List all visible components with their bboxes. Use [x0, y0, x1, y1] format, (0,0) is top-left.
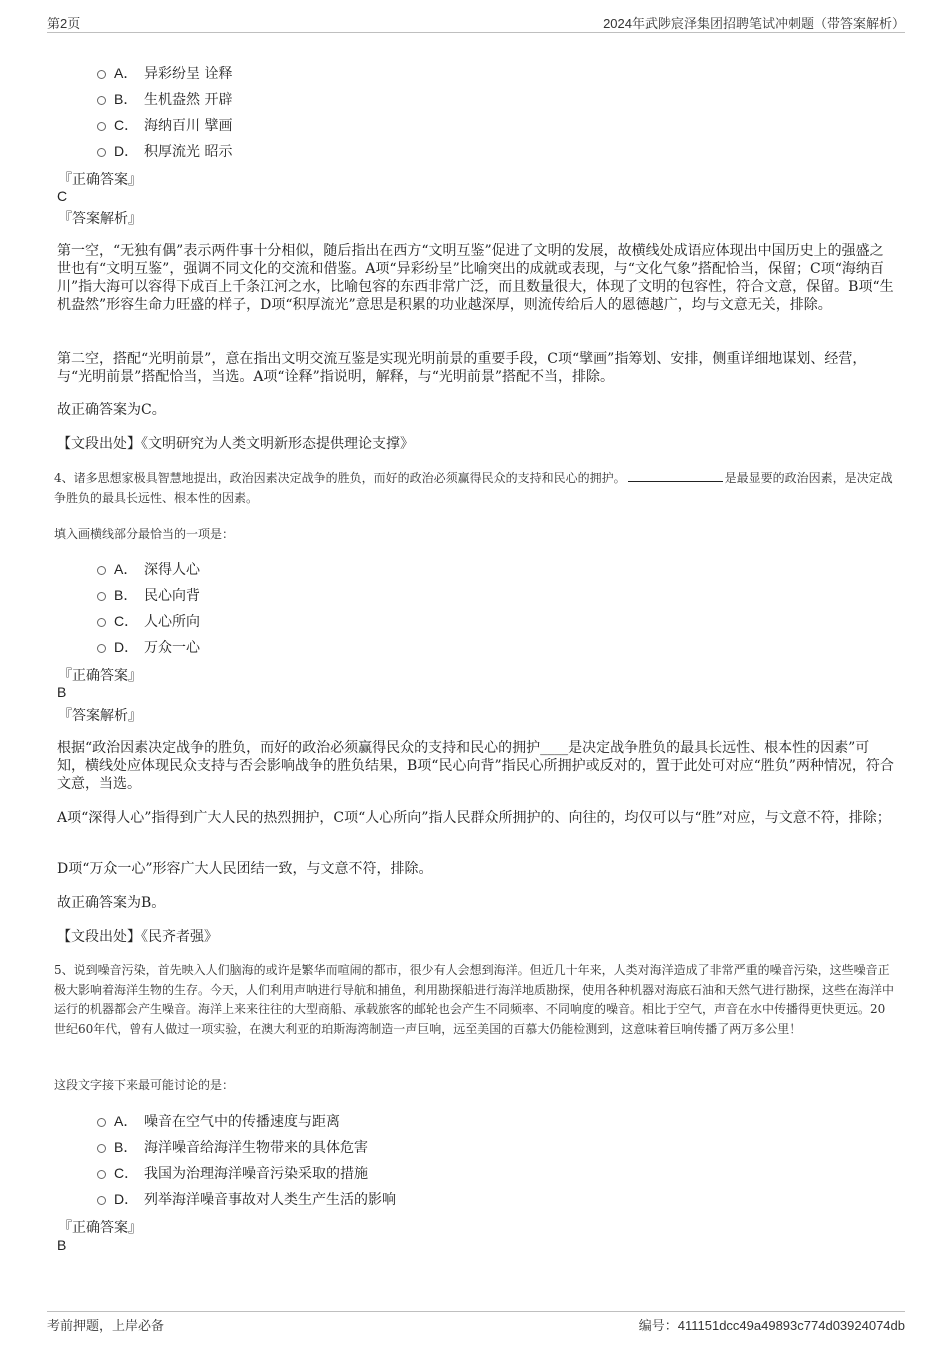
document-code: 编号：411151dcc49a49893c774d03924074db [638, 1318, 905, 1333]
radio-icon[interactable] [97, 566, 106, 575]
radio-icon[interactable] [97, 96, 106, 105]
radio-icon[interactable] [97, 70, 106, 79]
q3-option-c[interactable]: C． 海纳百川 擘画 [97, 115, 232, 135]
q3-analysis-conclusion: 故正确答案为C。 [57, 402, 166, 418]
q3-option-b[interactable]: B． 生机盎然 开辟 [97, 89, 232, 109]
radio-icon[interactable] [97, 1196, 106, 1205]
radio-icon[interactable] [97, 644, 106, 653]
page-footer [47, 1311, 905, 1336]
q5-option-d[interactable]: D． 列举海洋噪音事故对人类生产生活的影响 [97, 1189, 396, 1209]
q4-analysis-conclusion: 故正确答案为B。 [57, 895, 166, 911]
q3-correct-label: 『正确答案』 [58, 172, 142, 188]
q4-correct-label: 『正确答案』 [58, 668, 142, 684]
q4-option-b[interactable]: B． 民心向背 [97, 585, 200, 605]
radio-icon[interactable] [97, 1170, 106, 1179]
q5-option-b[interactable]: B． 海洋噪音给海洋生物带来的具体危害 [97, 1137, 368, 1157]
q4-analysis-label: 『答案解析』 [58, 708, 142, 724]
q4-source: 【文段出处】《民齐者强》 [57, 929, 218, 945]
radio-icon[interactable] [97, 592, 106, 601]
q4-analysis-para-2: A项“深得人心”指得到广大人民的热烈拥护，C项“人心所向”指人民群众所拥护的、向往的，均仅可以与“胜”对应，与文意不符，排除； [57, 810, 891, 826]
q5-prompt: 这段文字接下来最可能讨论的是： [54, 1078, 235, 1092]
q4-analysis-para-3: D项“万众一心”形容广大人民团结一致，与文意不符，排除。 [57, 861, 433, 877]
q5-correct-label: 『正确答案』 [58, 1220, 142, 1236]
radio-icon[interactable] [97, 1144, 106, 1153]
answer-blank [628, 470, 723, 482]
q4-stem: 4、诸多思想家极具智慧地提出，政治因素决定战争的胜负，而好的政治必须赢得民众的支持和民心的拥护。 是最显要的政治因素，是决定战争胜负的最具长远性、根本性的因素。 [54, 471, 893, 505]
q3-answer: C [57, 188, 68, 204]
q5-answer: B [57, 1237, 67, 1253]
footer-slogan: 考前押题，上岸必备 [47, 1319, 165, 1334]
q4-option-c[interactable]: C． 人心所向 [97, 611, 200, 631]
q4-analysis-para-1: 根据“政治因素决定战争的胜负，而好的政治必须赢得民众的支持和民心的拥护____是决定战争胜负的最具长远性、根本性的因素”可知，横线处应体现民众支持与否会影响战争的胜负结果，B项“民心向背”指民心所拥护或反对的，置于此处可对应“胜负”两种情况，符合文意，当选。 [57, 740, 894, 792]
q5-option-c[interactable]: C． 我国为治理海洋噪音污染采取的措施 [97, 1163, 368, 1183]
q3-analysis-para-2: 第二空，搭配“光明前景”，意在指出文明交流互鉴是实现光明前景的重要手段，C项“擘画”指筹划、安排，侧重详细地谋划、经营，与“光明前景”搭配恰当，当选。A项“诠释”指说明，解释，与“光明前景”搭配不当，排除。 [57, 351, 867, 385]
radio-icon[interactable] [97, 618, 106, 627]
q4-answer: B [57, 684, 67, 700]
q3-analysis-label: 『答案解析』 [58, 211, 142, 227]
q3-option-a[interactable]: A． 异彩纷呈 诠释 [97, 63, 232, 83]
q4-option-d[interactable]: D． 万众一心 [97, 637, 200, 657]
q4-prompt: 填入画横线部分最恰当的一项是： [54, 527, 235, 541]
radio-icon[interactable] [97, 1118, 106, 1127]
q5-stem: 5、说到噪音污染，首先映入人们脑海的或许是繁华而喧闹的都市，很少有人会想到海洋。但近几十年来，人类对海洋造成了非常严重的噪音污染，这些噪音正极大影响着海洋生物的生存。今天，人们利用声呐进行导航和捕鱼，利用勘探船进行海洋地质勘探，使用各种机器对海底石油和天然气进行勘探，这些在海洋中运行的机器都会产生噪音。海洋上来来往往的大型商船、承载旅客的邮轮也会产生不同频率、不同响度的噪音。相比于空气，声音在水中传播得更快更远。20世纪60年代，曾有人做过一项实验，在澳大利亚的珀斯海湾制造一声巨响，远至美国的百慕大仍能检测到，这意味着巨响传播了两万多公里！ [54, 963, 895, 1036]
page-header [47, 10, 905, 33]
q3-source: 【文段出处】《文明研究为人类文明新形态提供理论支撑》 [57, 436, 414, 452]
document-title: 2024年武陟宸泽集团招聘笔试冲刺题（带答案解析） [603, 16, 905, 31]
q5-option-a[interactable]: A． 噪音在空气中的传播速度与距离 [97, 1111, 340, 1131]
radio-icon[interactable] [97, 122, 106, 131]
radio-icon[interactable] [97, 148, 106, 157]
q3-analysis-para-1: 第一空，“无独有偶”表示两件事十分相似，随后指出在西方“文明互鉴”促进了文明的发展，故横线处成语应体现出中国历史上的强盛之世也有“文明互鉴”，强调不同文化的交流和借鉴。A项“异彩纷呈”比喻突出的成就或表现，与“文化气象”搭配恰当，保留；C项“海纳百川”指大海可以容得下成百上千条江河之水，比喻包容的东西非常广泛，而且数量很大，体现了文明的包容性，符合文意，保留。B项“生机盎然”形容生命力旺盛的样子，D项“积厚流光”意思是积累的功业越深厚，则流传给后人的恩德越广，均与文意无关，排除。 [57, 243, 894, 313]
q3-option-d[interactable]: D． 积厚流光 昭示 [97, 141, 232, 161]
page-number: 第2页 [47, 16, 81, 31]
q4-option-a[interactable]: A． 深得人心 [97, 559, 200, 579]
